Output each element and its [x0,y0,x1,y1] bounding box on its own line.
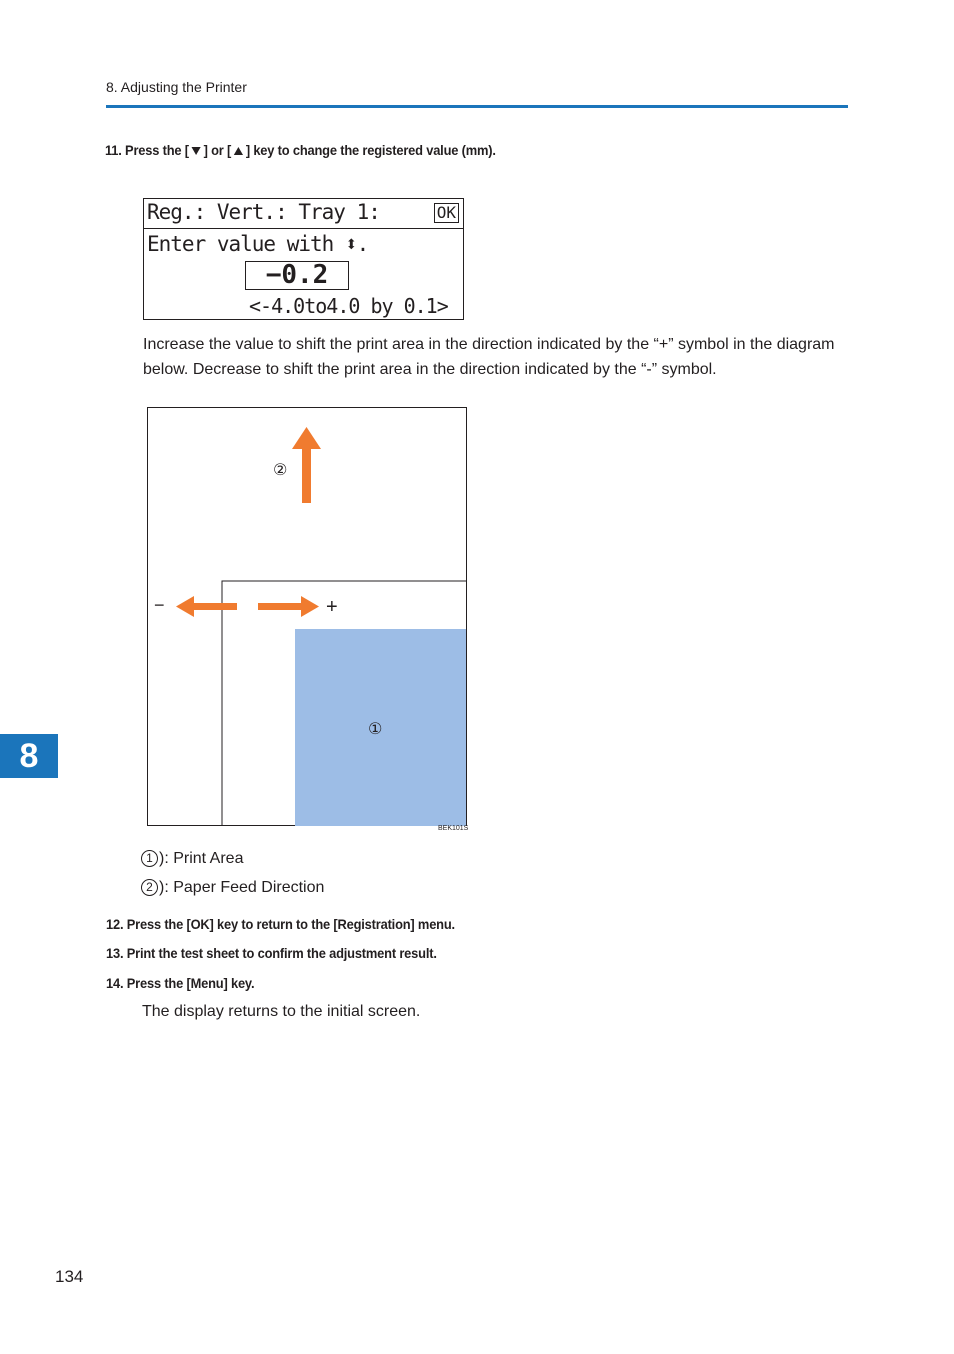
paper-feed-arrow-icon [292,427,321,503]
step-14-instruction: 14. Press the [Menu] key. [106,975,255,991]
lcd-display [143,198,464,320]
step-11-suffix: ] key to change the registered value (mm). [245,142,496,158]
lcd-prompt: Enter value with ⬍. [147,232,369,256]
section-header: 8. Adjusting the Printer [106,79,247,95]
chapter-tab: 8 [0,734,58,778]
plus-direction-arrow-icon [258,596,319,617]
lcd-title: Reg.: Vert.: Tray 1: [147,200,380,224]
legend-number-1: 1 [141,850,158,867]
page-number: 134 [55,1267,84,1286]
callout-1: ① [368,719,383,738]
step-11-mid: ] or [ [203,142,232,158]
legend-item-print-area [141,850,243,868]
legend-text-1: ): Print Area [159,850,244,867]
minus-direction-arrow-icon [176,596,237,617]
callout-2: ② [273,460,288,479]
step-11-prefix: 11. Press the [ [105,142,189,158]
lcd-range: <-4.0to4.0 by 0.1> [249,294,448,318]
step-14-note: The display returns to the initial screen. [142,1003,421,1020]
header-rule [106,105,848,108]
legend-number-2: 2 [141,879,158,896]
lcd-title-row [144,199,463,229]
legend-item-paper-feed [141,879,324,897]
instruction-paragraph: Increase the value to shift the print area in the direction indicated by the “+” symbol in the diagram below. Decrease to shift the print area in the direction indicated by the “-” symbol. [143,336,835,378]
step-12-instruction: 12. Press the [OK] key to return to the [Registration] menu. [106,916,455,932]
lcd-value: −0.2 [245,261,349,290]
print-area-diagram [147,407,472,829]
up-arrow-key-icon [234,147,243,155]
plus-symbol: + [326,596,338,618]
down-arrow-key-icon [192,147,201,155]
legend-text-2: ): Paper Feed Direction [159,879,325,896]
figure-id: BEK101S [438,825,469,832]
step-13-instruction: 13. Print the test sheet to confirm the adjustment result. [106,945,437,961]
minus-symbol: − [154,595,165,615]
step-11-instruction [105,142,496,158]
lcd-ok-indicator: OK [434,203,459,223]
